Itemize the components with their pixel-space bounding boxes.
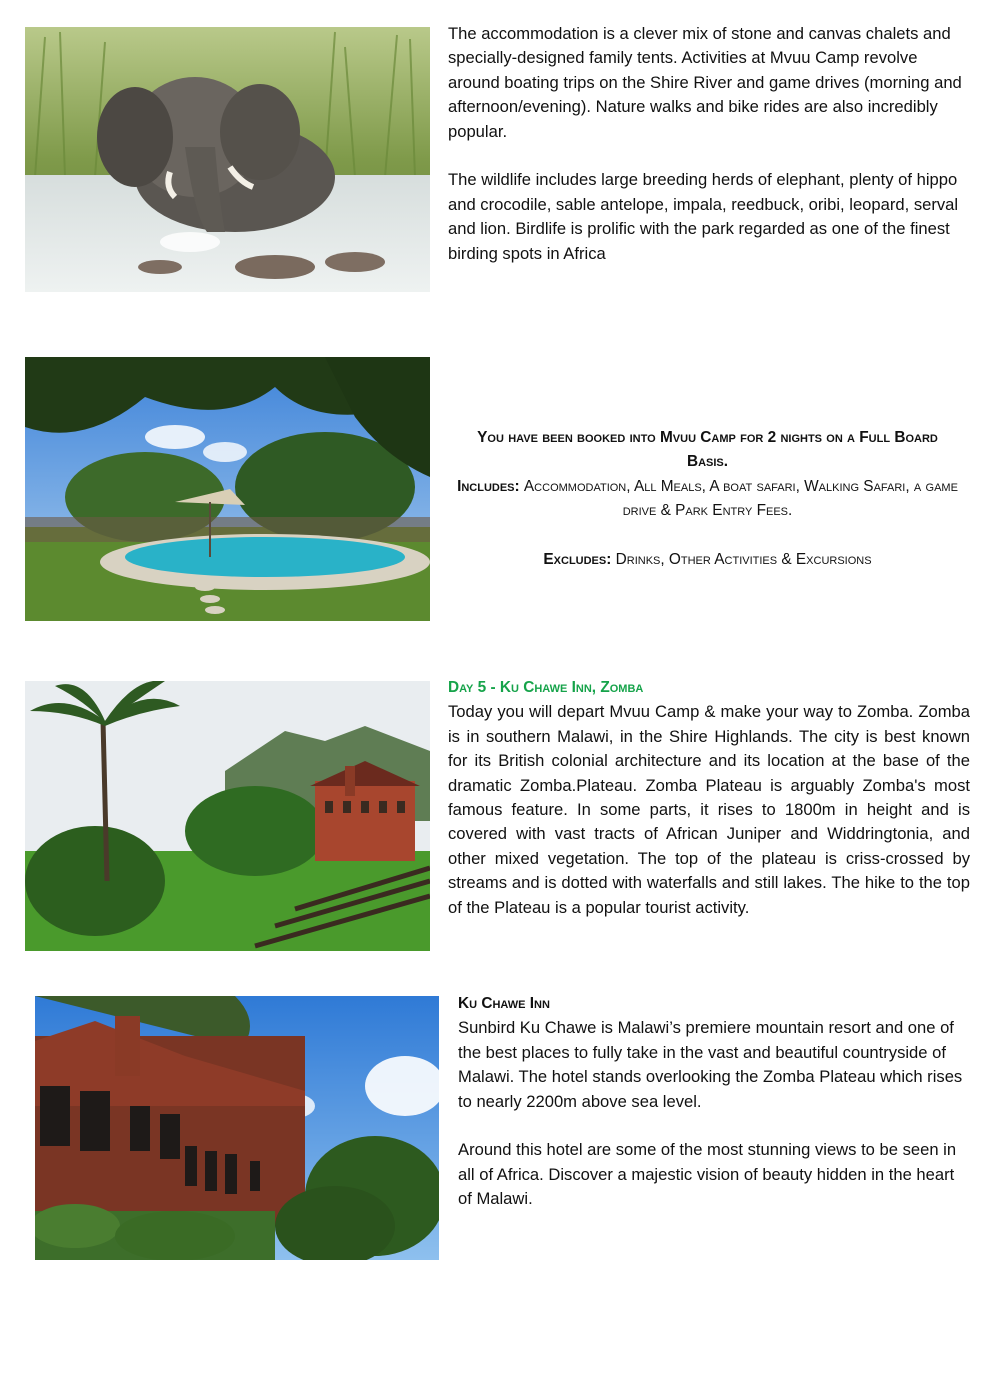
excludes-label: Excludes: [543, 551, 612, 569]
accommodation-text [448, 22, 973, 266]
hotel-heading: Ku Chawe Inn [458, 995, 550, 1012]
booking-box [455, 426, 960, 572]
elephant-photo [25, 27, 430, 292]
day5-section [448, 676, 970, 920]
excludes-text: Drinks, Other Activities & Excursions [615, 551, 872, 569]
pool-photo [25, 357, 430, 621]
zomba-inn-photo [25, 681, 430, 951]
booking-headline: You have been booked into Mvuu Camp for 2 nights on a Full Board Basis. [477, 429, 938, 471]
hotel-paragraph-1: Sunbird Ku Chawe is Malawi’s premiere mountain resort and one of the best places to fully take in the vast and beautiful countryside of Malawi. The hotel stands overlooking the Zomba Plateau which rises to nearly 2200m above sea level. [458, 1018, 963, 1111]
day5-heading: Day 5 - Ku Chawe Inn, Zomba [448, 679, 644, 696]
includes-text: Accommodation, All Meals, A boat safari, Walking Safari, a game drive & Park Entry Fees. [523, 477, 958, 520]
hotel-paragraph-2: Around this hotel are some of the most stunning views to be seen in all of Africa. Discover a majestic vision of beauty hidden in the heart of Malawi. [458, 1140, 957, 1209]
wildlife-paragraph: The wildlife includes large breeding herds of elephant, plenty of hippo and crocodile, sable antelope, impala, reedbuck, oribi, leopard, serval and lion. Birdlife is prolific with the park regarded as one of the finest birding spots in Africa [448, 170, 959, 263]
ku-chawe-inn-photo [35, 996, 439, 1260]
day5-body: Today you will depart Mvuu Camp & make your way to Zomba. Zomba is in southern Malawi, in the Shire Highlands. The city is best known for its British colonial architecture and its location at the base of the dramatic Zomba.Plateau. Zomba Plateau is arguably Zomba's most famous feature. In some parts, it rises to 1800m in height and is covered with vast tracts of African Juniper and Widdringtonia, and other mixed vegetation. The top of the plateau is criss-crossed by streams and is dotted with waterfalls and still lakes. The hike to the top of the Plateau is a popular tourist activity. [448, 702, 970, 917]
hotel-section [458, 992, 963, 1212]
accommodation-paragraph: The accommodation is a clever mix of stone and canvas chalets and specially-designed family tents. Activities at Mvuu Camp revolve around boating trips on the Shire River and game drives (morning and afternoon/evening). Nature walks and bike rides are also incredibly popular. [448, 24, 962, 141]
includes-label: Includes: [457, 477, 520, 495]
excludes-line [455, 548, 960, 572]
includes-line [455, 475, 960, 524]
